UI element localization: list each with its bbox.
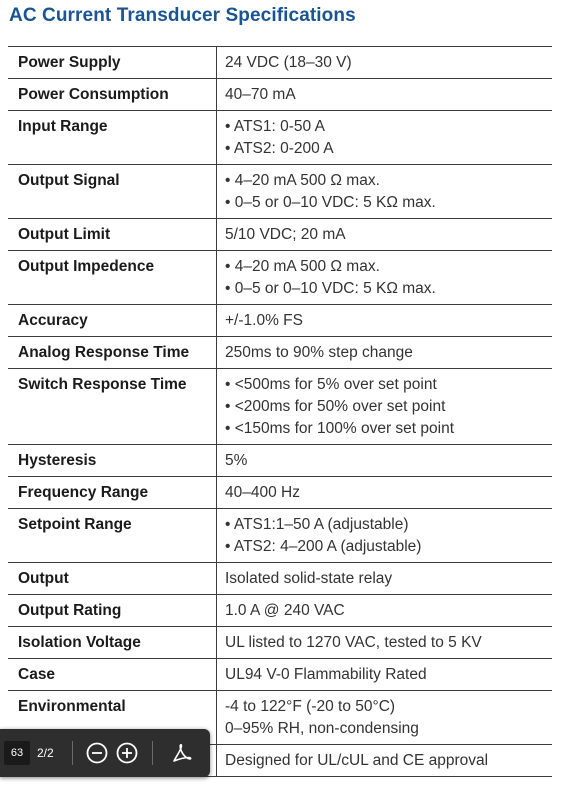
spec-row (8, 111, 552, 165)
spec-value (217, 445, 553, 477)
spec-value (217, 165, 553, 219)
open-in-acrobat-button[interactable] (170, 741, 194, 765)
spec-value-line: • ATS1: 0-50 A (225, 118, 325, 135)
spec-value-line: • <200ms for 50% over set point (225, 398, 446, 415)
toolbar-divider (152, 741, 153, 765)
spec-value-line: 1.0 A @ 240 VAC (225, 602, 345, 619)
spec-value-line: • <500ms for 5% over set point (225, 376, 437, 393)
spec-value (217, 79, 553, 111)
spec-value (217, 509, 553, 563)
document-title: AC Current Transducer Specifications (9, 5, 356, 26)
spec-label: Output Rating (8, 595, 217, 627)
spec-label: Output Limit (8, 219, 217, 251)
spec-value-line: Designed for UL/cUL and CE approval (225, 752, 489, 769)
spec-value-line: • 0–5 or 0–10 VDC: 5 KΩ max. (225, 280, 436, 297)
spec-value-line: 5/10 VDC; 20 mA (225, 226, 346, 243)
spec-value (217, 305, 553, 337)
spec-label: Frequency Range (8, 477, 217, 509)
spec-value (217, 219, 553, 251)
pdf-viewer-toolbar (0, 729, 210, 777)
spec-row (8, 445, 552, 477)
spec-value-line: • <150ms for 100% over set point (225, 420, 455, 437)
spec-value (217, 337, 553, 369)
spec-value-line: -4 to 122°F (-20 to 50°C) (225, 698, 396, 715)
spec-row (8, 251, 552, 305)
spec-value (217, 659, 553, 691)
spec-row (8, 165, 552, 219)
spec-value (217, 595, 553, 627)
spec-value-line: Isolated solid-state relay (225, 570, 393, 587)
zoom-out-button[interactable] (85, 741, 109, 765)
spec-value-line: • ATS2: 0-200 A (225, 140, 334, 157)
page-number-input[interactable]: 63 (4, 741, 30, 765)
spec-row (8, 369, 552, 445)
spec-value (217, 369, 553, 445)
spec-label: Output Signal (8, 165, 217, 219)
spec-value (217, 111, 553, 165)
spec-label: Output (8, 563, 217, 595)
zoom-in-button[interactable] (115, 741, 139, 765)
toolbar-divider (72, 741, 73, 765)
spec-row (8, 305, 552, 337)
spec-value (217, 691, 553, 745)
spec-row (8, 219, 552, 251)
spec-row (8, 509, 552, 563)
spec-value-line: 24 VDC (18–30 V) (225, 54, 352, 71)
spec-value-line: 40–400 Hz (225, 484, 300, 501)
spec-label: Environmental (8, 691, 217, 745)
spec-label: Case (8, 659, 217, 691)
spec-label: Accuracy (8, 305, 217, 337)
spec-label: Analog Response Time (8, 337, 217, 369)
spec-label: Setpoint Range (8, 509, 217, 563)
spec-value-line: 0–95% RH, non-condensing (225, 720, 419, 737)
spec-value (217, 251, 553, 305)
spec-value (217, 47, 553, 79)
spec-row (8, 47, 552, 79)
spec-label: Hysteresis (8, 445, 217, 477)
zoom-out-icon (85, 741, 109, 765)
spec-row (8, 477, 552, 509)
spec-label: Input Range (8, 111, 217, 165)
zoom-in-icon (115, 741, 139, 765)
spec-row (8, 627, 552, 659)
page-count: 2/2 (37, 746, 54, 760)
spec-value-line: • 4–20 mA 500 Ω max. (225, 172, 380, 189)
spec-row (8, 337, 552, 369)
spec-value-line: • 4–20 mA 500 Ω max. (225, 258, 380, 275)
spec-value-line: • ATS2: 4–200 A (adjustable) (225, 538, 422, 555)
spec-table (8, 46, 552, 777)
spec-value (217, 745, 553, 777)
spec-label: Isolation Voltage (8, 627, 217, 659)
spec-row (8, 79, 552, 111)
spec-value (217, 627, 553, 659)
spec-value-line: 40–70 mA (225, 86, 296, 103)
spec-value-line: 5% (225, 452, 248, 469)
spec-value-line: 250ms to 90% step change (225, 344, 413, 361)
spec-row (8, 659, 552, 691)
spec-label: Output Impedence (8, 251, 217, 305)
spec-value-line: UL94 V-0 Flammability Rated (225, 666, 427, 683)
acrobat-icon (170, 741, 194, 765)
spec-value-line: +/-1.0% FS (225, 312, 303, 329)
spec-value (217, 477, 553, 509)
spec-value-line: UL listed to 1270 VAC, tested to 5 KV (225, 634, 482, 651)
spec-label: Power Supply (8, 47, 217, 79)
spec-value-line: • 0–5 or 0–10 VDC: 5 KΩ max. (225, 194, 436, 211)
spec-label: Power Consumption (8, 79, 217, 111)
spec-label: Switch Response Time (8, 369, 217, 445)
spec-row (8, 563, 552, 595)
spec-value-line: • ATS1:1–50 A (adjustable) (225, 516, 409, 533)
spec-value (217, 563, 553, 595)
spec-row (8, 595, 552, 627)
